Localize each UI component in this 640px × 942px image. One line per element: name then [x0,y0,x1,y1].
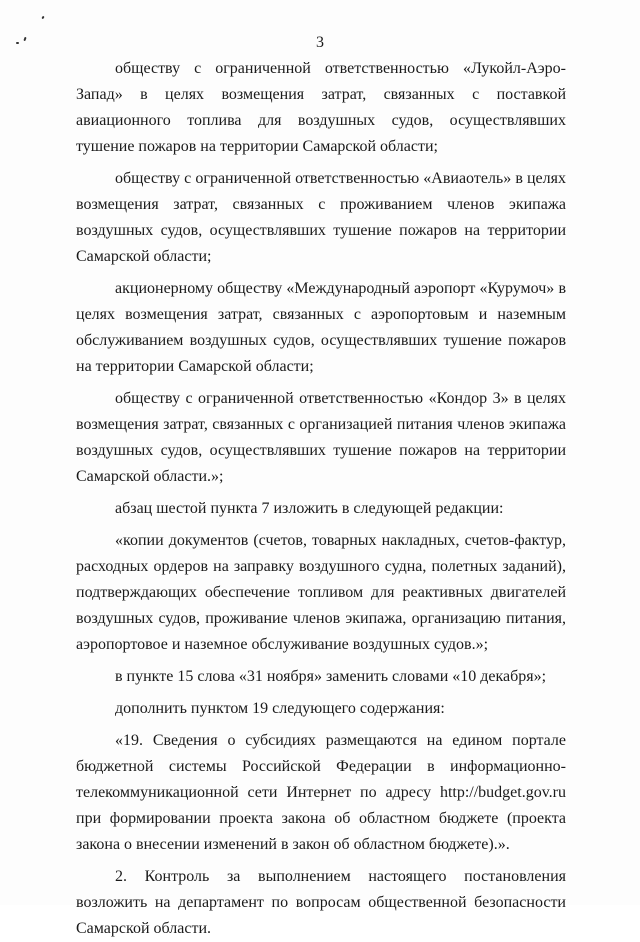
scan-speck [41,16,44,20]
paragraph-amend-item-15: в пункте 15 слова «31 ноября» заменить словами «10 декабря»; [115,668,547,685]
paragraph-add-item-19: дополнить пунктом 19 следующего содержания: [115,700,445,717]
paragraph-aviaotel: обществу с ограниченной ответственностью «Авиаотель» в целях возмещения затрат, связанных с проживанием членов экипажа воздушных судов, осуществлявших тушение пожаров на территории Самарской области; [76,170,566,265]
paragraph-kondor: обществу с ограниченной ответственностью «Кондор 3» в целях возмещения затрат, связанных с организацией питания членов экипажа воздушных судов, осуществлявших тушение пожаров на территории Самарской области.»; [76,390,566,485]
paragraph-amend-item-7: абзац шестой пункта 7 изложить в следующей редакции: [115,500,504,517]
page-number: 3 [316,34,324,51]
document-body [76,56,566,942]
paragraph-lukoil: обществу с ограниченной ответственностью «Лукойл-Аэро-Запад» в целях возмещения затрат, связанных с поставкой авиационного топлива для воздушных судов, осуществлявших тушение пожаров на территории Самарской области; [76,60,566,155]
paragraph-control: 2. Контроль за выполнением настоящего постановления возложить на департамент по вопросам общественной безопасности Самарской области. [76,868,566,937]
paragraph-documents-list: «копии документов (счетов, товарных накладных, счетов-фактур, расходных ордеров на заправку воздушного судна, полетных заданий), подтверждающих обеспечение топливом для реактивных двигателей воздушных судов, проживание членов экипажа, организацию питания, аэропортовое и наземное обслуживание воздушных судов.»; [76,532,566,653]
paragraph-kurumoch: акционерному обществу «Международный аэропорт «Курумоч» в целях возмещения затрат, связанных с аэропортовым и наземным обслуживанием воздушных судов, осуществлявших тушение пожаров на территории Самарской области; [76,280,566,375]
paragraph-item-19-text: «19. Сведения о субсидиях размещаются на едином портале бюджетной системы Российской Федерации в информационно-телекоммуникационной сети Интернет по адресу http://budget.gov.ru при формировании проекта закона об областном бюджете (проекта закона о внесении изменений в закон об областном бюджете).». [76,732,566,853]
